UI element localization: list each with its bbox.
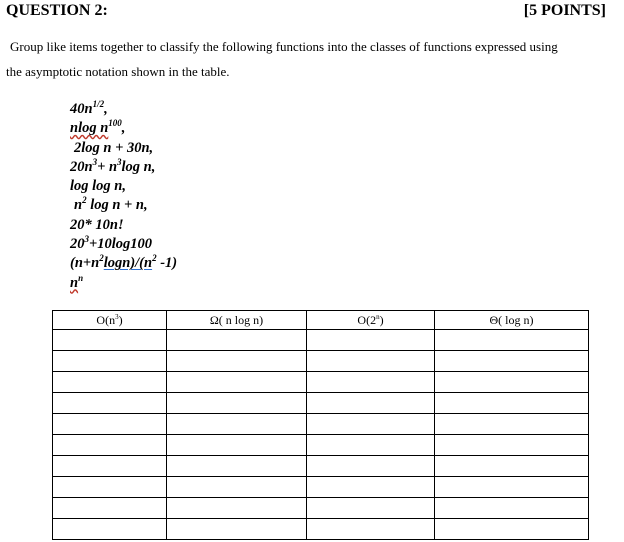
answer-cell[interactable] [435,519,589,540]
function-item: 2log n + 30n, [74,139,154,156]
answer-cell[interactable] [435,498,589,519]
instructions-line-2: the asymptotic notation shown in the table. [6,64,230,79]
question-title: QUESTION 2: [6,2,108,19]
answer-cell[interactable] [167,330,307,351]
answer-cell[interactable] [167,351,307,372]
answer-cell[interactable] [435,372,589,393]
points-label: [5 POINTS] [523,2,606,19]
function-item: 20* 10n! [70,216,124,233]
table-row [53,393,589,414]
answer-cell[interactable] [307,414,435,435]
table-row [53,372,589,393]
answer-cell[interactable] [53,330,167,351]
table-row [53,477,589,498]
answer-cell[interactable] [167,519,307,540]
answer-cell[interactable] [53,372,167,393]
answer-cell[interactable] [53,519,167,540]
function-item: $20^3+10\log 100$ [70,234,153,253]
column-header-omega-n-log-n: Ω( n log n) [167,311,307,330]
answer-cell[interactable] [435,351,589,372]
answer-cell[interactable] [435,456,589,477]
function-item: $n^n$ [70,272,84,291]
answer-cell[interactable] [307,393,435,414]
instructions-line-1: Group like items together to classify the following functions into the classes of functions expressed using [10,39,558,54]
answer-cell[interactable] [307,498,435,519]
answer-cell[interactable] [307,477,435,498]
answer-cell[interactable] [53,393,167,414]
table-header-row [53,311,589,330]
answer-cell[interactable] [167,498,307,519]
classification-table [52,310,589,540]
function-item: $20n^3+ n^3\log$ n, [70,157,156,175]
table-body [53,330,589,540]
answer-cell[interactable] [307,351,435,372]
table-row [53,330,589,351]
function-item: $40n^{1/2}$, [70,99,108,117]
answer-cell[interactable] [167,393,307,414]
answer-cell[interactable] [53,498,167,519]
function-item: $n^2$ log n + n, [74,195,148,214]
instructions [6,34,618,84]
answer-cell[interactable] [307,519,435,540]
function-list [70,100,177,293]
function-item: $(n+n^2\log n)/(n^2$ -1) [70,253,178,272]
answer-cell[interactable] [167,477,307,498]
answer-cell[interactable] [167,372,307,393]
answer-cell[interactable] [435,393,589,414]
table-row [53,435,589,456]
answer-cell[interactable] [435,435,589,456]
column-header-big-o-n-cubed: $O(n^3)$ [53,311,167,330]
answer-cell[interactable] [435,477,589,498]
column-header-big-o-two-to-n: O(2$^n$) [307,311,435,330]
column-header-theta-log-n: Θ( log n) [435,311,589,330]
function-item: log log n, [70,178,126,195]
answer-cell[interactable] [167,456,307,477]
table-row [53,351,589,372]
answer-cell[interactable] [435,414,589,435]
answer-cell[interactable] [307,372,435,393]
table-row [53,456,589,477]
table-row [53,414,589,435]
answer-cell[interactable] [53,456,167,477]
table-row [53,519,589,540]
answer-cell[interactable] [435,330,589,351]
answer-cell[interactable] [53,477,167,498]
answer-cell[interactable] [53,351,167,372]
answer-cell[interactable] [53,435,167,456]
answer-cell[interactable] [307,435,435,456]
answer-cell[interactable] [307,330,435,351]
answer-cell[interactable] [53,414,167,435]
answer-cell[interactable] [167,435,307,456]
answer-cell[interactable] [307,456,435,477]
answer-cell[interactable] [167,414,307,435]
function-item: nlog $n^{100}$, [70,118,126,137]
table-row [53,498,589,519]
